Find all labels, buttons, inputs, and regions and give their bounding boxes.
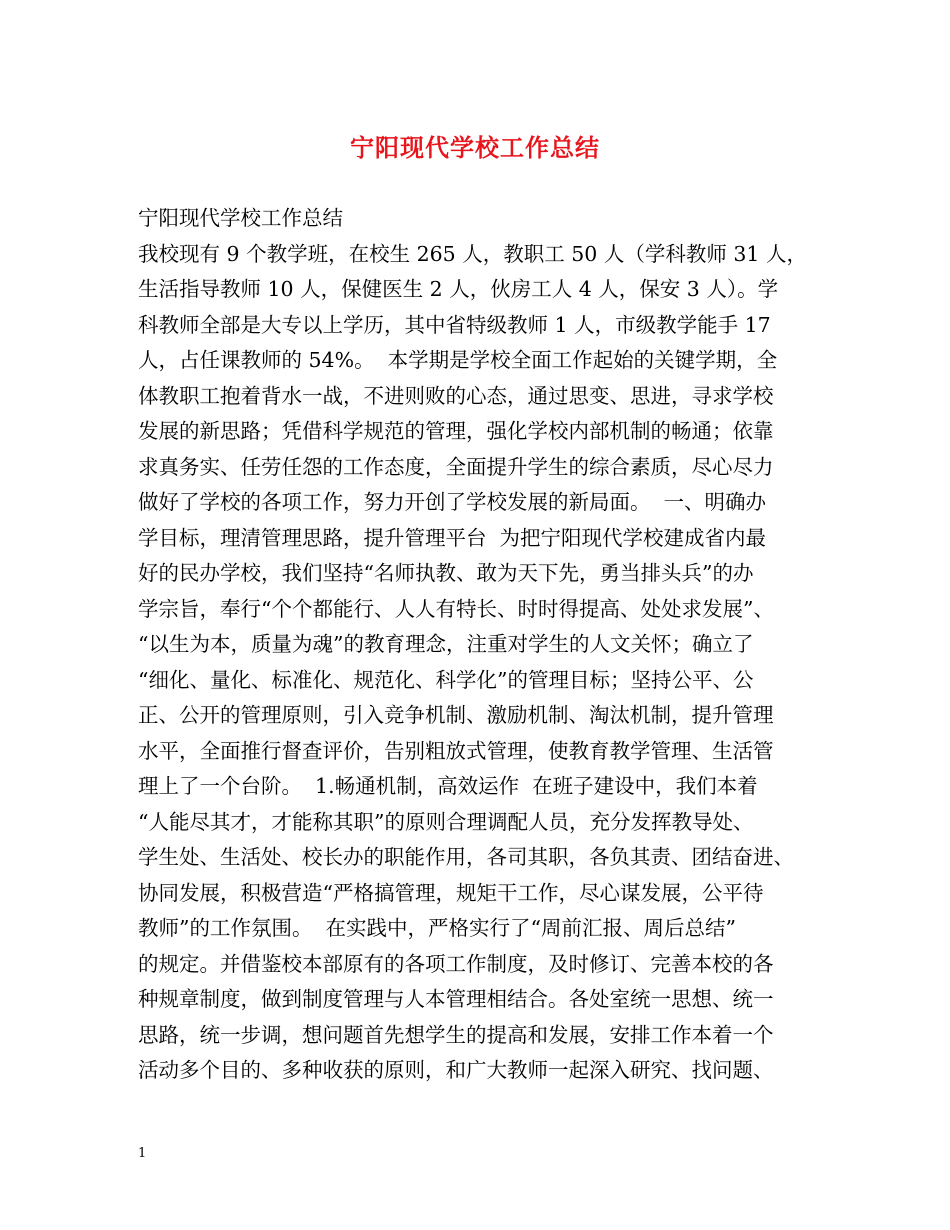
body-line: 学生处、生活处、校长办的职能作用，各司其职，各负其责、团结奋进、: [138, 845, 794, 869]
body-line: 人，占任课教师的 54%。 本学期是学校全面工作起始的关键学期，全: [138, 348, 778, 372]
body-line: 科教师全部是大专以上学历，其中省特级教师 1 人，市级教学能手 17: [138, 312, 771, 337]
body-line: 活动多个目的、多种收获的原则，和广大教师一起深入研究、找问题、: [138, 1058, 774, 1082]
page-number: 1: [138, 1146, 147, 1161]
body-line: 我校现有 9 个教学班，在校生 265 人，教职工 50 人（学科教师 31 人，: [138, 241, 807, 266]
body-line: “细化、量化、标准化、规范化、科学化”的管理目标；坚持公平、公: [138, 667, 754, 692]
body-line: 学宗旨，奉行“个个都能行、人人有特长、时时得提高、处处求发展”、: [138, 596, 774, 621]
body-line: 体教职工抱着背水一战，不进则败的心态，通过思变、思进，寻求学校: [138, 383, 774, 408]
body-line: 的规定。并借鉴校本部原有的各项工作制度，及时修订、完善本校的各: [138, 951, 774, 976]
body-line: 教师”的工作氛围。 在实践中，严格实行了“周前汇报、周后总结”: [138, 916, 736, 940]
body-line: “以生为本，质量为魂”的教育理念，注重对学生的人文关怀；确立了: [138, 632, 754, 656]
body-line: 思路，统一步调，想问题首先想学生的提高和发展，安排工作本着一个: [138, 1022, 774, 1047]
body-line: “人能尽其才，才能称其职”的原则合理调配人员，充分发挥教导处、: [138, 809, 754, 834]
body-line: 好的民办学校，我们坚持“名师执教、敢为天下先，勇当排头兵”的办: [138, 561, 754, 585]
body-line: 水平，全面推行督查评价，告别粗放式管理，使教育教学管理、生活管: [138, 738, 774, 763]
body-line: 做好了学校的各项工作，努力开创了学校发展的新局面。 一、明确办: [138, 490, 767, 514]
body-line: 种规章制度，做到制度管理与人本管理相结合。各处室统一思想、统一: [138, 987, 774, 1011]
body-line: 生活指导教师 10 人，保健医生 2 人，伙房工人 4 人，保安 3 人）。学: [138, 277, 779, 301]
body-line: 求真务实、任劳任怨的工作态度，全面提升学生的综合素质，尽心尽力: [138, 454, 774, 479]
body-line: 宁阳现代学校工作总结: [138, 206, 343, 230]
body-line: 理上了一个台阶。 1.畅通机制，高效运作 在班子建设中，我们本着: [138, 774, 758, 798]
body-line: 正、公开的管理原则，引入竞争机制、激励机制、淘汰机制，提升管理: [138, 703, 774, 727]
document-body: [138, 201, 838, 1089]
body-line: 协同发展，积极营造“严格搞管理，规矩干工作，尽心谋发展，公平待: [138, 880, 764, 905]
body-line: 发展的新思路；凭借科学规范的管理，强化学校内部机制的畅通；依靠: [138, 419, 774, 443]
body-line: 学目标，理清管理思路，提升管理平台 为把宁阳现代学校建成省内最: [138, 525, 767, 550]
document-title: 宁阳现代学校工作总结: [350, 133, 600, 162]
